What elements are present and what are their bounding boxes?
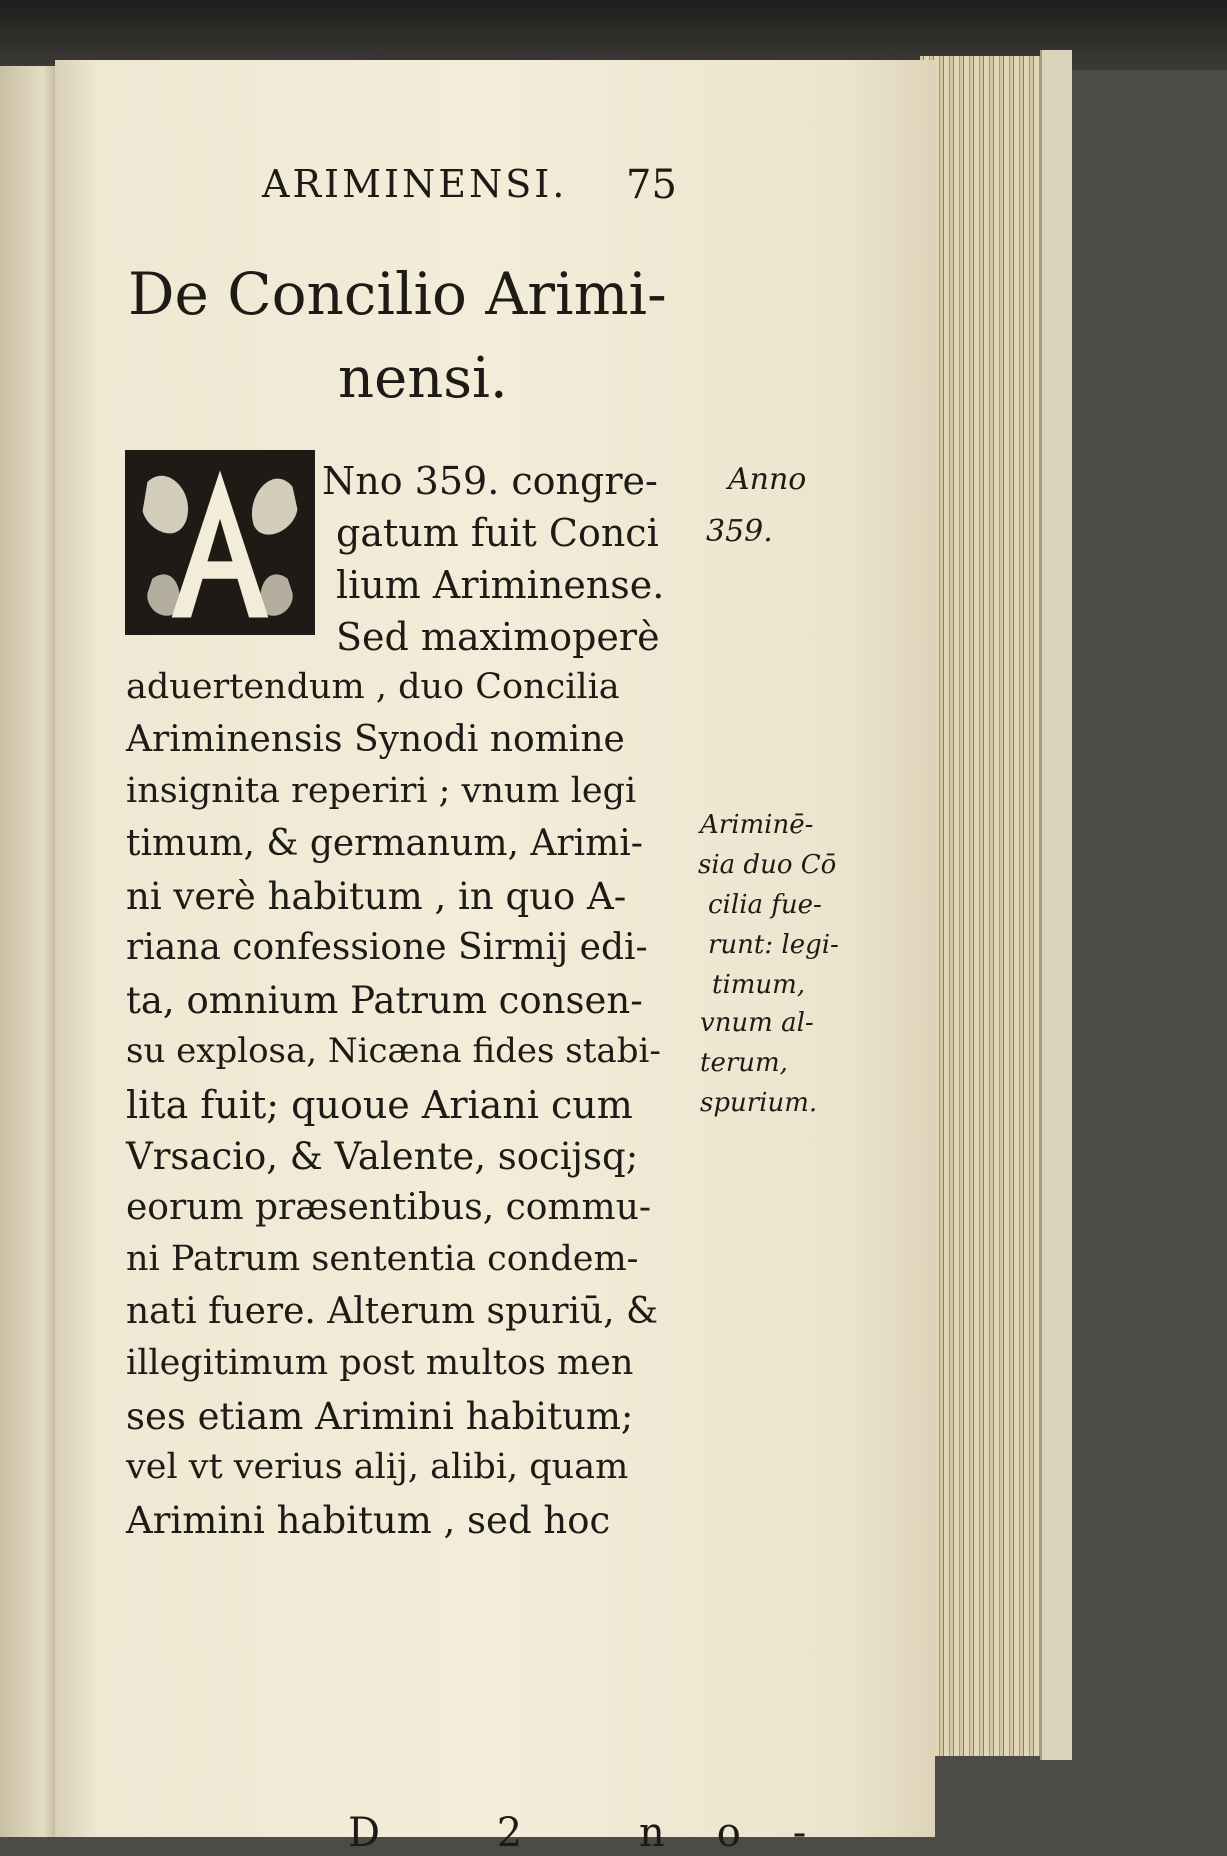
body-line: ni Patrum sententia condem- bbox=[126, 1239, 639, 1279]
margin-note-line: cilia fue- bbox=[708, 890, 822, 920]
margin-note-line: sia duo Cō bbox=[698, 850, 837, 880]
margin-note-line: terum, bbox=[700, 1048, 788, 1078]
body-line: ses etiam Arimini habitum; bbox=[126, 1395, 634, 1438]
margin-note-line: Anno bbox=[728, 462, 807, 497]
body-line: Sed maximoperè bbox=[336, 615, 660, 659]
body-line: ni verè habitum , in quo A- bbox=[126, 875, 627, 918]
body-line: Ariminensis Synodi nomine bbox=[126, 719, 625, 760]
chapter-title-line-2: nensi. bbox=[338, 346, 508, 411]
margin-note-line: vnum al- bbox=[700, 1008, 814, 1038]
margin-note-line: runt: legi- bbox=[708, 930, 839, 960]
body-line: Arimini habitum , sed hoc bbox=[126, 1499, 611, 1542]
margin-note-line: spurium. bbox=[700, 1088, 818, 1118]
margin-note-line: 359. bbox=[706, 514, 773, 549]
body-line: ta, omnium Patrum consen- bbox=[126, 979, 643, 1022]
initial-letter: A bbox=[216, 541, 224, 553]
decorated-initial-icon bbox=[128, 453, 312, 632]
body-line: insignita reperiri ; vnum legi bbox=[126, 771, 637, 811]
decorated-initial bbox=[125, 450, 315, 635]
book-cover-edge bbox=[1040, 50, 1072, 1760]
body-line: nati fuere. Alterum spuriū, & bbox=[126, 1291, 659, 1332]
body-line: Vrsacio, & Valente, socijsq; bbox=[126, 1135, 639, 1178]
body-line: su explosa, Nicæna fides stabi- bbox=[126, 1031, 661, 1071]
body-line: lita fuit; quoue Ariani cum bbox=[126, 1083, 633, 1127]
left-page-edge bbox=[0, 66, 62, 1837]
chapter-title-line-1: De Concilio Arimi- bbox=[128, 260, 667, 328]
running-head: ARIMINENSI. bbox=[262, 162, 568, 206]
margin-note-line: timum, bbox=[712, 970, 806, 1000]
body-line: eorum præsentibus, commu- bbox=[126, 1187, 652, 1228]
body-line: vel vt verius alij, alibi, quam bbox=[126, 1447, 629, 1487]
body-line: lium Ariminense. bbox=[336, 563, 665, 607]
body-line: aduertendum , duo Concilia bbox=[126, 667, 620, 707]
body-line: Nno 359. congre- bbox=[322, 459, 658, 503]
body-line: illegitimum post multos men bbox=[126, 1343, 634, 1383]
page-number: 75 bbox=[626, 162, 677, 208]
margin-note-line: Ariminē- bbox=[700, 810, 814, 840]
body-line: gatum fuit Conci bbox=[336, 511, 659, 555]
signature-mark: D 2 no- bbox=[348, 1810, 859, 1856]
body-line: timum, & germanum, Arimi- bbox=[126, 823, 643, 864]
body-line: riana confessione Sirmij edi- bbox=[126, 927, 648, 968]
